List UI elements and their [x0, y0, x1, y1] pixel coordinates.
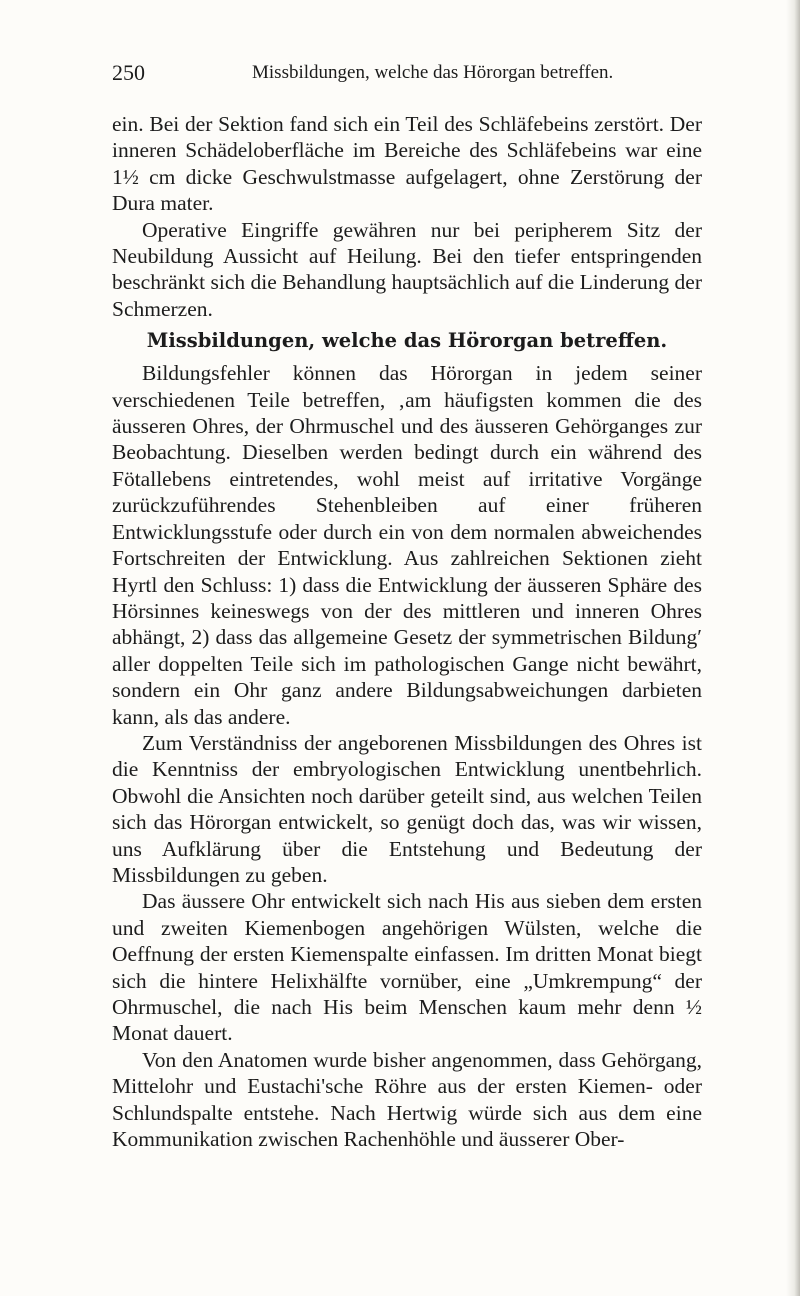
paragraph: Zum Verständniss der angeborenen Missbildungen des Ohres ist die Kenntniss der embryologischen Entwicklung unentbehrlich. Obwohl die Ansichten noch darüber geteilt sind, aus welchen Teilen sich das Hörorgan entwickelt, so genügt doch das, was wir wissen, uns Aufklärung über die Entstehung und Bedeutung der Missbildungen zu geben.	[112, 730, 702, 887]
paragraph: Das äussere Ohr entwickelt sich nach His aus sieben dem ersten und zweiten Kiemenbogen angehörigen Wülsten, welche die Oeffnung der ersten Kiemenspalte einfassen. Im dritten Monat biegt sich die hintere Helixhälfte vornüber, eine „Umkrempung“ der Ohrmuschel, die nach His beim Menschen kaum mehr denn ½ Monat dauert.	[112, 889, 702, 1046]
running-title: Missbildungen, welche das Hörorgan betreffen.	[252, 62, 614, 83]
page-header	[112, 60, 702, 90]
paragraph: Von den Anatomen wurde bisher angenommen, dass Gehörgang, Mittelohr und Eustachi'sche Röhre aus der ersten Kiemen- oder Schlundspalte entstehe. Nach Hertwig würde sich aus dem eine Kommunikation zwischen Rachenhöhle und äusserer Ober-	[112, 1047, 702, 1152]
paragraph: ein. Bei der Sektion fand sich ein Teil des Schläfebeins zerstört. Der inneren Schädeloberfläche im Bereiche des Schläfebeins war eine 1½ cm dicke Geschwulstmasse aufgelagert, ohne Zerstörung der Dura mater.	[112, 112, 702, 216]
body-text	[112, 111, 702, 1152]
paragraph: Bildungsfehler können das Hörorgan in jedem seiner verschiedenen Teile betreffen, ‚am häufigsten kommen die des äusseren Ohres, der Ohrmuschel und des äusseren Gehörganges zur Beobachtung. Dieselben werden bedingt durch ein während des Fötallebens eintretendes, wohl meist auf irritative Vorgänge zurückzuführendes Stehenbleiben auf einer früheren Entwicklungsstufe oder durch ein von dem normalen abweichendes Fortschreiten der Entwicklung. Aus zahlreichen Sektionen zieht Hyrtl den Schluss: 1) dass die Entwicklung der äusseren Sphäre des Hörsinnes keineswegs von der des mittleren und inneren Ohres abhängt, 2) dass das allgemeine Gesetz der symmetrischen Bildung′ aller doppelten Teile sich im pathologischen Gange nicht bewährt, sondern ein Ohr ganz andere Bildungsabweichungen darbieten kann, als das andere.	[112, 361, 702, 729]
scan-page-edge	[786, 0, 800, 1296]
paragraph: Operative Eingriffe gewähren nur bei peripherem Sitz der Neubildung Aussicht auf Heilung. Bei den tiefer entspringenden beschränkt sich die Behandlung hauptsächlich auf die Linderung der Schmerzen.	[112, 217, 702, 321]
section-heading: Missbildungen, welche das Hörorgan betreffen.	[146, 329, 668, 353]
page-number: 250	[112, 60, 145, 85]
